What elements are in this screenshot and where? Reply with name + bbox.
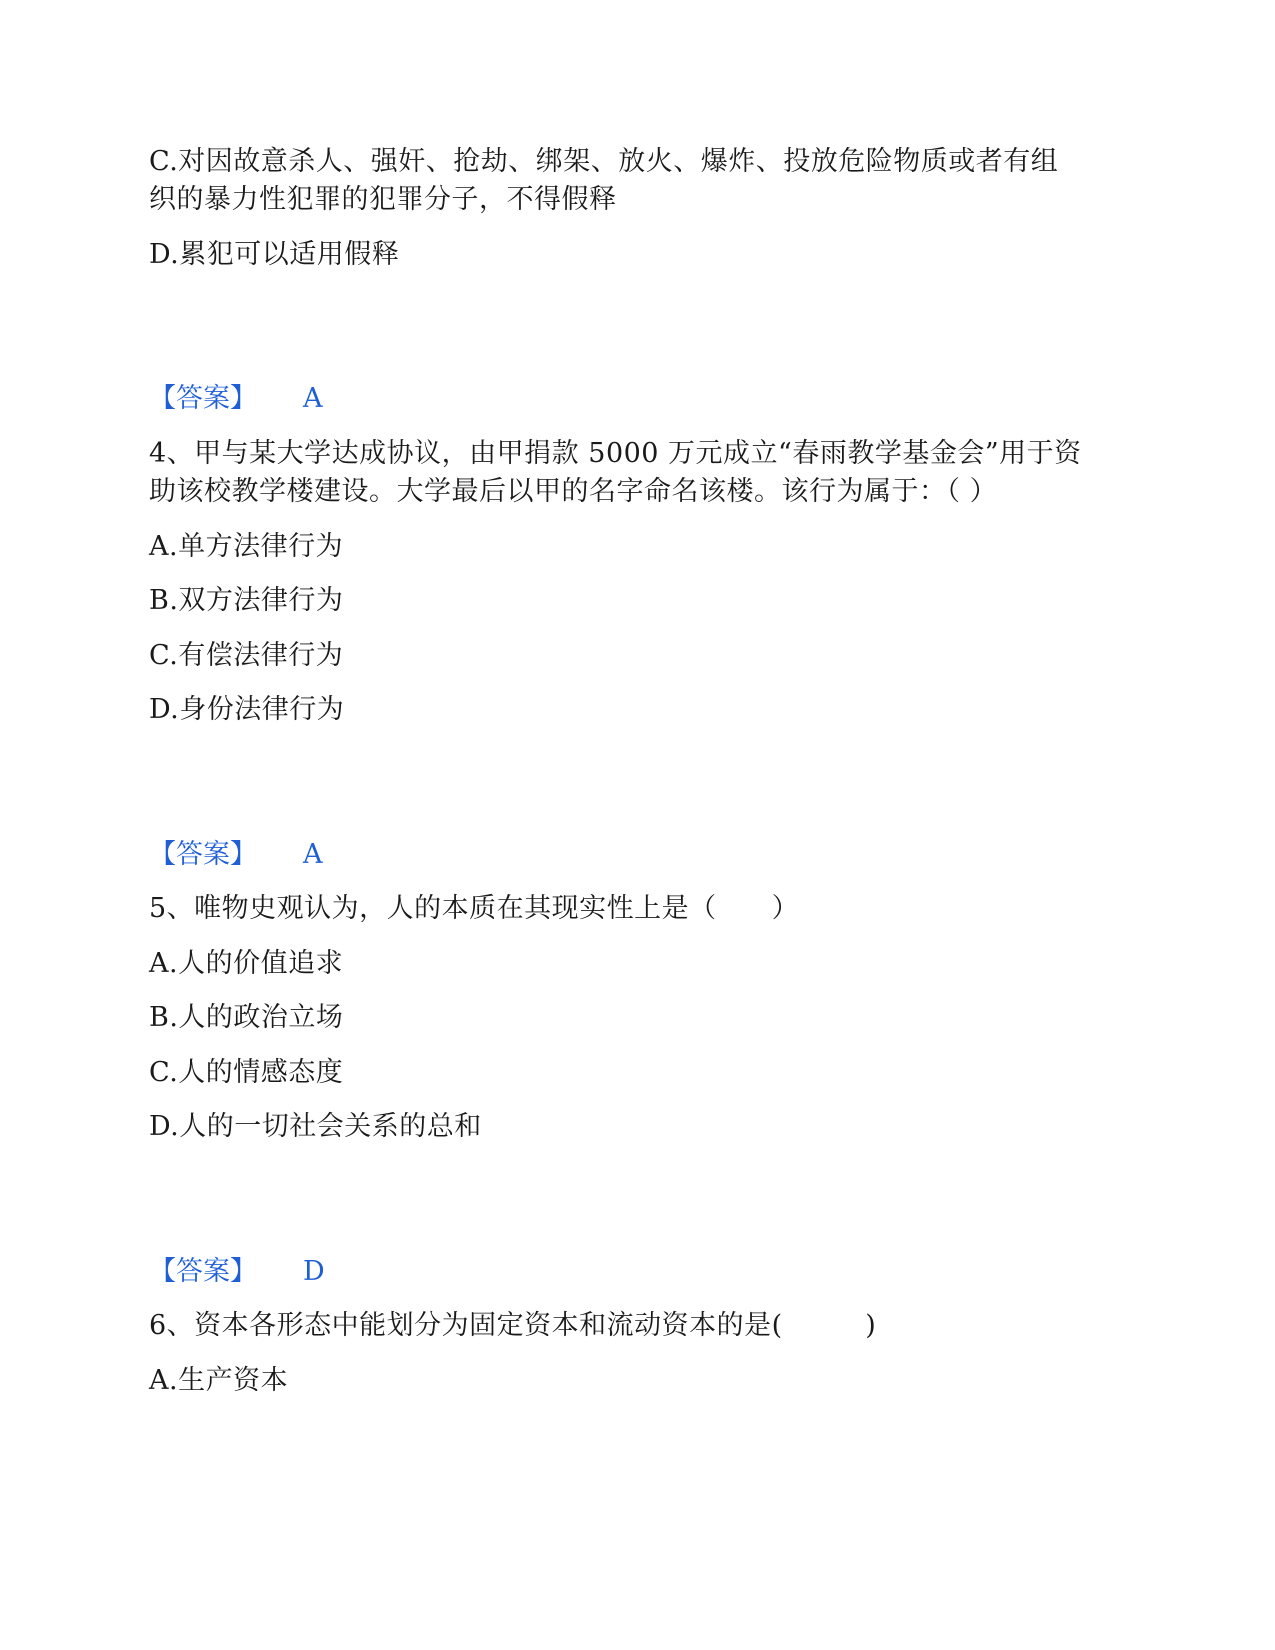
q4-stem-line2: 助该校教学楼建设。大学最后以甲的名字命名该楼。该行为属于：（ ） bbox=[149, 476, 998, 507]
q5-option-b: B.人的政治立场 bbox=[149, 1002, 344, 1033]
q3-option-c-line2: 织的暴力性犯罪的犯罪分子，不得假释 bbox=[149, 184, 617, 215]
q5-option-d: D.人的一切社会关系的总和 bbox=[149, 1111, 482, 1142]
q5-option-a: A.人的价值追求 bbox=[149, 948, 344, 979]
answer-label: 【答案】 bbox=[149, 839, 257, 870]
q3-option-c-line1: C.对因故意杀人、强奸、抢劫、绑架、放火、爆炸、投放危险物质或者有组 bbox=[149, 146, 1059, 177]
q5-option-c: C.人的情感态度 bbox=[149, 1057, 344, 1088]
answer-value: A bbox=[303, 383, 323, 414]
answer-3 bbox=[149, 379, 323, 419]
q4-option-c: C.有偿法律行为 bbox=[149, 640, 344, 671]
q5-stem: 5、唯物史观认为，人的本质在其现实性上是（ ） bbox=[149, 893, 800, 924]
answer-4 bbox=[149, 835, 323, 875]
q4-stem-line1: 4、甲与某大学达成协议，由甲捐款 5000 万元成立“春雨教学基金会”用于资 bbox=[149, 438, 1082, 469]
q4-option-d: D.身份法律行为 bbox=[149, 694, 345, 725]
q6-stem: 6、资本各形态中能划分为固定资本和流动资本的是( ) bbox=[149, 1310, 877, 1341]
answer-value: A bbox=[303, 839, 323, 870]
answer-label: 【答案】 bbox=[149, 383, 257, 414]
answer-value: D bbox=[303, 1256, 325, 1287]
q3-option-d: D.累犯可以适用假释 bbox=[149, 239, 400, 270]
q6-option-a: A.生产资本 bbox=[149, 1365, 289, 1396]
answer-label: 【答案】 bbox=[149, 1256, 257, 1287]
q4-option-b: B.双方法律行为 bbox=[149, 585, 344, 616]
answer-5 bbox=[149, 1252, 325, 1292]
q4-option-a: A.单方法律行为 bbox=[149, 531, 344, 562]
